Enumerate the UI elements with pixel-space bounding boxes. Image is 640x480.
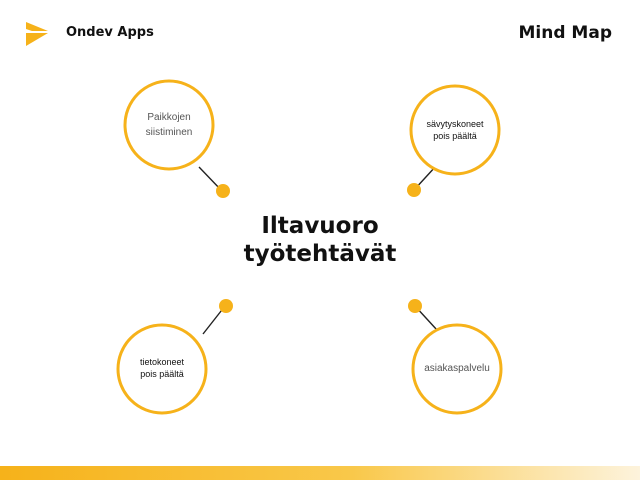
node-label-line: asiakaspalvelu (424, 362, 490, 374)
node-label-br (412, 338, 502, 398)
node-label-line: tietokoneet (139, 357, 185, 367)
node-label-line: Paikkojen (147, 112, 191, 123)
connector-dot-bl (219, 299, 233, 313)
central-topic (180, 212, 460, 268)
node-label-bl (117, 338, 207, 398)
node-label-line: pois päältä (140, 369, 184, 379)
node-label-tl (124, 95, 214, 155)
footer-accent-bar (0, 466, 640, 480)
node-label-line: sävytyskoneet (426, 119, 484, 129)
node-label-line: pois päältä (433, 131, 477, 141)
connector-dot-tl (216, 184, 230, 198)
connector-dot-br (408, 299, 422, 313)
central-topic-line-1: Iltavuoro (261, 213, 379, 239)
central-topic-line-2: työtehtävät (243, 241, 397, 267)
node-label-line: siistiminen (145, 127, 193, 138)
node-label-tr (410, 100, 500, 160)
page-title: Mind Map (518, 23, 612, 43)
connector-dot-tr (407, 183, 421, 197)
brand-name: Ondev Apps (66, 25, 154, 40)
